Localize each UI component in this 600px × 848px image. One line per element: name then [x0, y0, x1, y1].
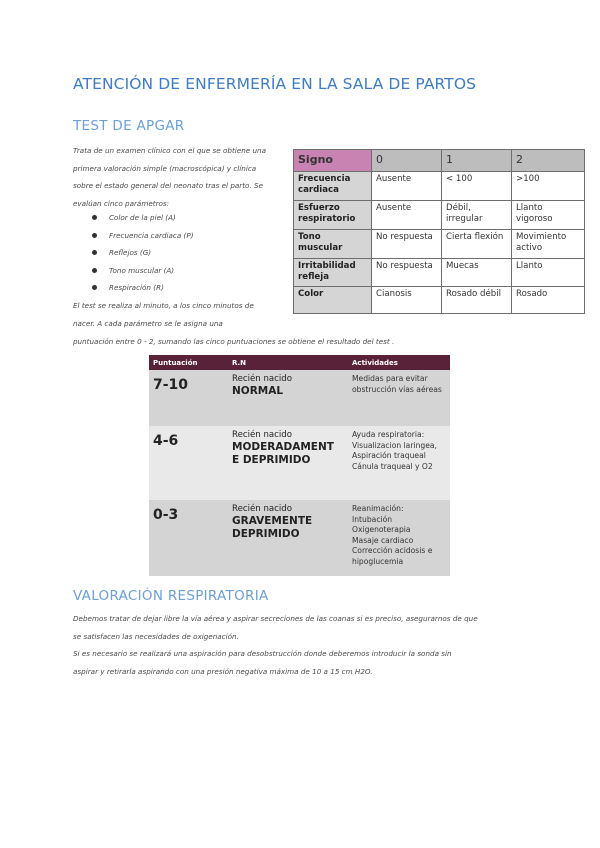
parameter-list — [92, 209, 194, 297]
table-row — [149, 426, 450, 500]
row-label: Frecuencia cardiaca — [294, 172, 372, 201]
table-row — [294, 172, 585, 201]
cell: Rosado débil — [442, 287, 512, 314]
table-header-row — [294, 150, 585, 172]
parameter-label: Frecuencia cardiaca (P) — [109, 230, 194, 240]
apgar-heading: TEST DE APGAR — [73, 118, 185, 134]
activities-cell — [348, 426, 450, 500]
parameter-label: Tono muscular (A) — [109, 265, 175, 275]
intro-line: primera valoración simple (macroscópica) y clínica — [73, 163, 257, 173]
list-item — [92, 227, 194, 245]
activity-line: Cánula traqueal y O2 — [352, 461, 433, 471]
score-cell — [149, 426, 228, 500]
header-score-0: 0 — [372, 150, 442, 172]
activity-line: Ayuda respiratoria: — [352, 430, 425, 439]
intro-line: Trata de un examen clínico con el que se obtiene una — [73, 146, 266, 155]
rn-label: Recién nacido — [232, 504, 292, 514]
text-line: aspirar y retirarla aspirando con una presión negativa máxima de 10 a 15 cm H2O. — [73, 666, 373, 676]
rn-status: GRAVEMENTE DEPRIMIDO — [232, 515, 313, 540]
cell: Cianosis — [372, 287, 442, 314]
rn-cell — [228, 500, 348, 576]
cell: Movimiento activo — [512, 230, 585, 259]
header-score-2: 2 — [512, 150, 585, 172]
score-value: 4-6 — [153, 433, 179, 449]
parameter-label: Respiración (R) — [109, 283, 164, 292]
cell: Rosado — [512, 287, 585, 314]
table-header-row — [149, 355, 450, 370]
bullet-icon — [92, 233, 97, 238]
cell: >100 — [512, 172, 585, 201]
list-item — [92, 279, 194, 297]
activity-line: Oxigenoterapia — [352, 525, 411, 534]
table-row — [294, 287, 585, 314]
text-line: El test se realiza al minuto, a los cinco minutos de — [73, 301, 254, 310]
table-row — [149, 500, 450, 576]
activity-line: Reanimación: — [352, 504, 404, 513]
row-label: Irritabilidad refleja — [294, 259, 372, 287]
parameter-label: Color de la piel (A) — [109, 213, 176, 222]
activity-line: hipoglucemia — [352, 556, 404, 566]
activity-line: Visualizacion laringea, — [352, 440, 437, 450]
intro-line: sobre el estado general del neonato tras el parto. Se — [73, 181, 264, 190]
parameter-label: Reflejos (G) — [109, 248, 152, 257]
bullet-icon — [92, 268, 97, 273]
table-row — [294, 259, 585, 287]
score-value: 0-3 — [153, 507, 179, 523]
cell: Llanto vigoroso — [512, 201, 585, 230]
respiratory-heading: VALORACIÓN RESPIRATORIA — [73, 588, 269, 604]
text-line: Debemos tratar de dejar libre la vía aérea y aspirar secreciones de las coanas si es preciso, asegurarnos de que — [73, 614, 478, 623]
header-puntuacion: Puntuación — [149, 355, 228, 370]
bullet-icon — [92, 250, 97, 255]
row-label: Color — [294, 287, 372, 314]
score-cell — [149, 500, 228, 576]
list-item — [92, 262, 194, 280]
activity-line: Aspiración traqueal — [352, 451, 426, 460]
rn-status: NORMAL — [232, 385, 284, 397]
cell: Débil, irregular — [442, 201, 512, 230]
score-sentence: puntuación entre 0 - 2, sumando las cinco puntuaciones se obtiene el resultado del test . — [73, 337, 395, 346]
header-signo: Signo — [294, 150, 372, 172]
table-row — [294, 201, 585, 230]
text-line: se satisfacen las necesidades de oxigenación. — [73, 631, 239, 641]
cell: < 100 — [442, 172, 512, 201]
text-line: Si es necesario se realizará una aspiración para desobstrucción donde deberemos introducir la sonda sin — [73, 649, 452, 658]
cell: No respuesta — [372, 259, 442, 287]
rn-label: Recién nacido — [232, 374, 292, 384]
cell: Cierta flexión — [442, 230, 512, 259]
activity-line: Masaje cardiaco — [352, 535, 414, 545]
activities-cell — [348, 370, 450, 426]
cell: No respuesta — [372, 230, 442, 259]
header-actividades: Actividades — [348, 355, 450, 370]
activity-line: Medidas para evitar — [352, 374, 428, 383]
rn-label: Recién nacido — [232, 430, 292, 440]
list-item — [92, 244, 194, 262]
score-cell — [149, 370, 228, 426]
apgar-signs-table — [293, 149, 585, 314]
cell: Ausente — [372, 201, 442, 230]
table-row — [149, 370, 450, 426]
intro-line: evalúan cinco parámetros: — [73, 198, 170, 208]
activity-line: Corrección acidosis e — [352, 546, 433, 555]
cell: Llanto — [512, 259, 585, 287]
respiratory-text — [73, 610, 543, 680]
apgar-intro — [73, 142, 288, 212]
activities-cell — [348, 500, 450, 576]
apgar-score-table — [149, 355, 450, 576]
activity-line: obstrucción vías aéreas — [352, 384, 442, 394]
bullet-icon — [92, 285, 97, 290]
cell: Ausente — [372, 172, 442, 201]
table-row — [294, 230, 585, 259]
activity-line: Intubación — [352, 514, 393, 524]
apgar-explanation — [73, 297, 288, 332]
row-label: Esfuerzo respiratorio — [294, 201, 372, 230]
header-score-1: 1 — [442, 150, 512, 172]
rn-status: MODERADAMENT E DEPRIMIDO — [232, 441, 334, 466]
list-item — [92, 209, 194, 227]
score-value: 7-10 — [153, 377, 189, 393]
row-label: Tono muscular — [294, 230, 372, 259]
rn-cell — [228, 370, 348, 426]
text-line: nacer. A cada parámetro se le asigna una — [73, 318, 223, 328]
page-title: ATENCIÓN DE ENFERMERÍA EN LA SALA DE PARTOS — [73, 75, 477, 93]
bullet-icon — [92, 215, 97, 220]
header-rn: R.N — [228, 355, 348, 370]
rn-cell — [228, 426, 348, 500]
cell: Muecas — [442, 259, 512, 287]
